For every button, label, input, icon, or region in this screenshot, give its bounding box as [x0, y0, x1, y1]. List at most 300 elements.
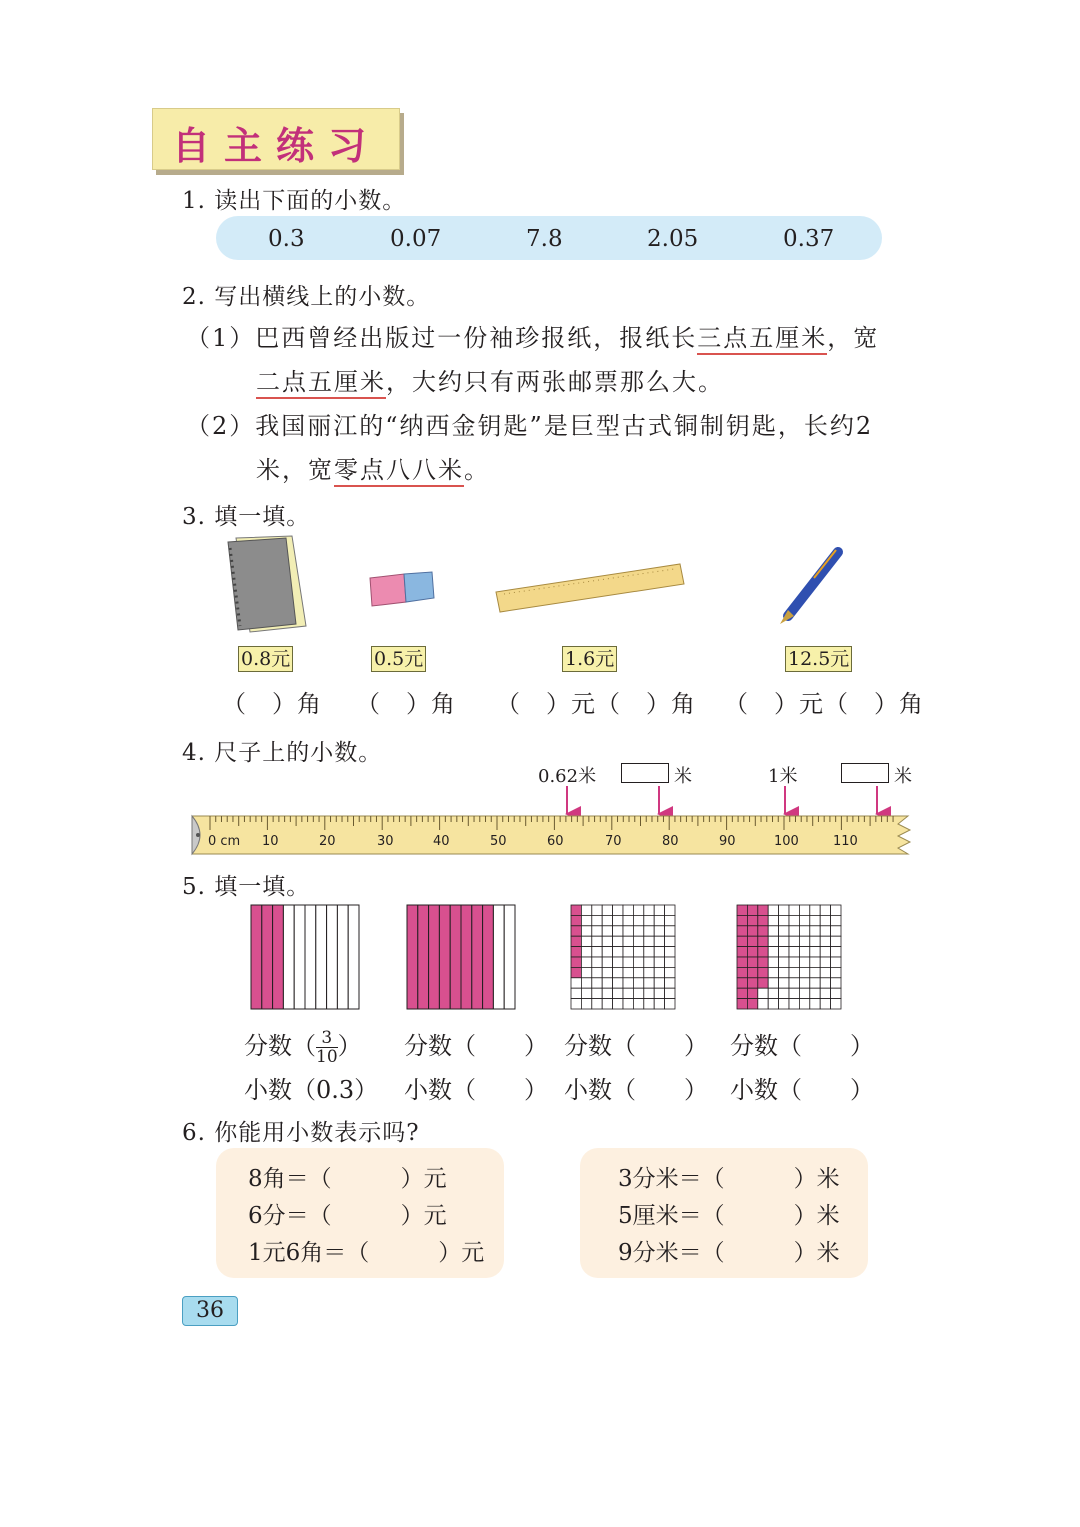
grid-cell: [581, 967, 591, 977]
grid-cell: [571, 936, 581, 946]
strip-cell: [461, 905, 472, 1009]
grid-cell: [633, 967, 643, 977]
grid-cell: [799, 999, 809, 1009]
strip-cell: [348, 905, 359, 1009]
grid-cell: [602, 926, 612, 936]
grid-cell: [592, 978, 602, 988]
grid-cell: [810, 947, 820, 957]
strip-cell: [504, 905, 515, 1009]
grid-cell: [581, 947, 591, 957]
grid-cell: [581, 978, 591, 988]
grid-cell: [768, 957, 778, 967]
tape-tick-label: 0 cm: [208, 834, 241, 849]
grid-cell: [665, 978, 675, 988]
answer-blank[interactable]: 小数（ ）: [404, 1076, 548, 1104]
grid-cell: [758, 936, 768, 946]
grid-cell: [654, 936, 664, 946]
grid-cell: [602, 999, 612, 1009]
grid-cell: [644, 957, 654, 967]
q2-underlined-phrase: 零点八八米: [334, 456, 464, 487]
q2-prompt: 2. 写出横线上的小数。: [182, 284, 431, 310]
grid-cell: [779, 978, 789, 988]
grid-cell: [592, 905, 602, 915]
grid-cell: [779, 936, 789, 946]
grid-cell: [581, 926, 591, 936]
grid-cell: [768, 926, 778, 936]
tape-tick-label: 80: [662, 834, 679, 849]
grid-cell: [747, 999, 757, 1009]
grid-cell: [820, 915, 830, 925]
grid-cell: [737, 915, 747, 925]
grid-cell: [831, 967, 841, 977]
grid-cell: [747, 967, 757, 977]
grid-cell: [581, 936, 591, 946]
grid-cell: [789, 988, 799, 998]
grid-cell: [654, 926, 664, 936]
grid-cell: [623, 947, 633, 957]
grid-cell: [810, 967, 820, 977]
grid-cell: [665, 999, 675, 1009]
grid-cell: [665, 947, 675, 957]
grid-cell: [665, 926, 675, 936]
decimal-value: 0.3: [316, 1076, 355, 1104]
fraction-value: [316, 1029, 338, 1066]
strip-cell: [251, 905, 262, 1009]
grid-cell: [737, 957, 747, 967]
grid-cell: [799, 978, 809, 988]
grid-cell: [654, 978, 664, 988]
strip-cell: [273, 905, 284, 1009]
grid-cell: [747, 915, 757, 925]
grid-cell: [747, 936, 757, 946]
strip-cell: [483, 905, 494, 1009]
grid-cell: [571, 915, 581, 925]
grid-cell: [571, 947, 581, 957]
grid-cell: [789, 947, 799, 957]
fraction-row: 分数（ $\frac{3}{10}$ ）: [244, 1028, 362, 1067]
grid-cell: [768, 905, 778, 915]
grid-cell: [644, 988, 654, 998]
grid-cell: [665, 936, 675, 946]
price-tag: 12.5元: [785, 646, 852, 672]
strip-cell: [283, 905, 294, 1009]
grid-cell: [623, 905, 633, 915]
conversion-blank[interactable]: 3分米＝（ ）米: [618, 1166, 840, 1192]
grid-cell: [831, 915, 841, 925]
grid-cell: [602, 957, 612, 967]
grid-cell: [758, 978, 768, 988]
tape-tick-label: 90: [719, 834, 736, 849]
ruler-unit: 米: [674, 766, 692, 787]
grid-cell: [613, 999, 623, 1009]
grid-cell: [571, 905, 581, 915]
grid-cell: [799, 905, 809, 915]
grid-cell: [581, 957, 591, 967]
grid-cell: [820, 967, 830, 977]
grid-cell: [758, 926, 768, 936]
fraction-label: 分数: [564, 1032, 612, 1060]
grid-cell: [613, 905, 623, 915]
grid-cell: [831, 988, 841, 998]
grid-cell: [789, 967, 799, 977]
tape-tick-label: 60: [547, 834, 564, 849]
strip-cell: [493, 905, 504, 1009]
grid-cell: [737, 936, 747, 946]
hundred-grid: [570, 904, 676, 1010]
page-number: 36: [182, 1296, 238, 1326]
grid-cell: [820, 978, 830, 988]
grid-cell: [613, 947, 623, 957]
strip-cell: [472, 905, 483, 1009]
grid-cell: [831, 957, 841, 967]
strip-cell: [429, 905, 440, 1009]
strip-cell: [262, 905, 273, 1009]
grid-cell: [820, 957, 830, 967]
grid-cell: [644, 967, 654, 977]
grid-cell: [613, 957, 623, 967]
grid-cell: [779, 926, 789, 936]
q1-prompt: 1. 读出下面的小数。: [182, 188, 407, 214]
tape-tick-label: 40: [433, 834, 450, 849]
ruler-unit: 米: [894, 766, 912, 787]
grid-cell: [758, 905, 768, 915]
answer-blank[interactable]: （ ）元（ ）角: [496, 690, 696, 718]
grid-cell: [779, 915, 789, 925]
q2-part1-line2: [256, 362, 724, 397]
grid-cell: [779, 988, 789, 998]
grid-cell: [633, 988, 643, 998]
grid-cell: [665, 988, 675, 998]
q4-prompt: 4. 尺子上的小数。: [182, 740, 383, 766]
answer-blank[interactable]: 分数（ ）: [564, 1032, 708, 1060]
decimal-row: 小数（0.3）: [244, 1076, 379, 1104]
answer-blank[interactable]: 分数（ ）: [404, 1032, 548, 1060]
grid-cell: [789, 936, 799, 946]
hundred-grid: [736, 904, 842, 1010]
ruler-icon: [494, 560, 686, 616]
grid-cell: [633, 999, 643, 1009]
grid-cell: [789, 999, 799, 1009]
strip-cell: [418, 905, 429, 1009]
conversion-blank[interactable]: 8角＝（ ）元: [248, 1166, 447, 1192]
grid-cell: [831, 978, 841, 988]
grid-cell: [768, 915, 778, 925]
tape-tick-label: 50: [490, 834, 507, 849]
grid-cell: [644, 947, 654, 957]
grid-cell: [820, 947, 830, 957]
grid-cell: [810, 915, 820, 925]
q1-number: 2.05: [647, 226, 699, 252]
grid-cell: [810, 988, 820, 998]
fraction-numerator: 3: [316, 1029, 338, 1048]
grid-cell: [623, 999, 633, 1009]
grid-cell: [654, 947, 664, 957]
grid-cell: [633, 926, 643, 936]
grid-cell: [581, 999, 591, 1009]
grid-cell: [644, 926, 654, 936]
grid-cell: [644, 905, 654, 915]
grid-cell: [654, 999, 664, 1009]
grid-cell: [602, 967, 612, 977]
grid-cell: [737, 947, 747, 957]
q2-underlined-phrase: 二点五厘米: [256, 368, 386, 399]
q1-number: 7.8: [526, 226, 563, 252]
q2-part1-label: （1）: [186, 324, 256, 352]
grid-cell: [581, 905, 591, 915]
grid-cell: [633, 978, 643, 988]
grid-cell: [789, 905, 799, 915]
conversion-blank[interactable]: 6分＝（ ）元: [248, 1203, 447, 1229]
grid-cell: [571, 957, 581, 967]
grid-cell: [747, 926, 757, 936]
answer-blank[interactable]: （ ）角: [222, 690, 322, 718]
ruler-label: 1米: [768, 766, 798, 787]
grid-cell: [747, 978, 757, 988]
grid-cell: [602, 978, 612, 988]
grid-cell: [747, 988, 757, 998]
grid-cell: [665, 915, 675, 925]
q2-part1-text-b: ，宽: [827, 324, 880, 352]
grid-cell: [810, 978, 820, 988]
grid-cell: [571, 926, 581, 936]
grid-cell: [602, 905, 612, 915]
tape-tick-label: 70: [605, 834, 622, 849]
decimal-label: 小数: [404, 1076, 452, 1104]
grid-cell: [623, 936, 633, 946]
fraction-denominator: 10: [316, 1047, 338, 1067]
grid-cell: [592, 926, 602, 936]
conversion-blank[interactable]: 9分米＝（ ）米: [618, 1240, 840, 1266]
grid-cell: [592, 947, 602, 957]
grid-cell: [758, 947, 768, 957]
strip-cell: [316, 905, 327, 1009]
grid-cell: [654, 957, 664, 967]
ruler-label: 0.62米: [538, 766, 597, 787]
grid-cell: [737, 988, 747, 998]
grid-cell: [592, 999, 602, 1009]
grid-cell: [820, 905, 830, 915]
grid-cell: [737, 926, 747, 936]
grid-cell: [799, 915, 809, 925]
grid-cell: [779, 947, 789, 957]
grid-cell: [592, 915, 602, 925]
grid-cell: [758, 967, 768, 977]
grid-cell: [602, 947, 612, 957]
q6-prompt: 6. 你能用小数表示吗?: [182, 1120, 420, 1146]
grid-cell: [592, 936, 602, 946]
grid-cell: [810, 905, 820, 915]
grid-cell: [820, 926, 830, 936]
grid-cell: [602, 936, 612, 946]
grid-cell: [633, 947, 643, 957]
tape-tick-label: 30: [377, 834, 394, 849]
grid-cell: [768, 988, 778, 998]
q2-part2-text-b: 米，宽: [256, 456, 334, 484]
grid-cell: [758, 988, 768, 998]
strip-cell: [294, 905, 305, 1009]
grid-cell: [633, 957, 643, 967]
grid-cell: [768, 967, 778, 977]
grid-cell: [779, 967, 789, 977]
answer-blank[interactable]: 小数（ ）: [564, 1076, 708, 1104]
q2-part1-text-a: 巴西曾经出版过一份袖珍报纸，报纸长: [255, 324, 698, 352]
grid-cell: [665, 967, 675, 977]
grid-cell: [831, 947, 841, 957]
fraction-label: 分数: [730, 1032, 778, 1060]
grid-cell: [799, 957, 809, 967]
q2-underlined-phrase: 三点五厘米: [697, 324, 827, 355]
grid-cell: [779, 957, 789, 967]
grid-cell: [737, 905, 747, 915]
tape-tick-label: 10: [262, 834, 279, 849]
strip-cell: [337, 905, 348, 1009]
grid-cell: [613, 915, 623, 925]
q2-part1-line1: [186, 318, 879, 353]
decimal-label: 小数: [564, 1076, 612, 1104]
pen-icon: [774, 544, 848, 626]
strip-cell: [439, 905, 450, 1009]
grid-cell: [789, 926, 799, 936]
grid-cell: [799, 947, 809, 957]
grid-cell: [571, 988, 581, 998]
q2-part2-label: （2）: [186, 412, 256, 440]
grid-cell: [737, 967, 747, 977]
section-title-box: [152, 108, 400, 170]
grid-cell: [810, 936, 820, 946]
answer-blank[interactable]: 小数（ ）: [730, 1076, 874, 1104]
grid-cell: [644, 936, 654, 946]
price-tag: 0.8元: [238, 646, 293, 672]
grid-cell: [779, 999, 789, 1009]
grid-cell: [665, 905, 675, 915]
grid-cell: [602, 915, 612, 925]
grid-cell: [633, 905, 643, 915]
answer-blank[interactable]: （ ）元（ ）角: [724, 690, 924, 718]
grid-cell: [810, 926, 820, 936]
decimal-label: 小数: [730, 1076, 778, 1104]
q2-part2-text-c: 。: [464, 456, 490, 484]
strip-diagram: [250, 904, 362, 1010]
q1-number: 0.3: [268, 226, 305, 252]
decimal-label: 小数: [244, 1076, 292, 1104]
grid-cell: [581, 915, 591, 925]
grid-cell: [758, 957, 768, 967]
q5-prompt: 5. 填一填。: [182, 874, 311, 900]
q1-number: 0.07: [390, 226, 442, 252]
grid-cell: [737, 999, 747, 1009]
grid-cell: [613, 926, 623, 936]
grid-cell: [623, 988, 633, 998]
tape-tick-label: 100: [774, 834, 799, 849]
grid-cell: [779, 905, 789, 915]
grid-cell: [799, 926, 809, 936]
grid-cell: [592, 988, 602, 998]
q2-part2-line2: [256, 450, 490, 485]
grid-cell: [613, 967, 623, 977]
notebook-icon: [220, 534, 310, 636]
grid-cell: [768, 947, 778, 957]
grid-cell: [644, 978, 654, 988]
answer-blank[interactable]: 分数（ ）: [730, 1032, 874, 1060]
grid-cell: [820, 936, 830, 946]
grid-cell: [654, 905, 664, 915]
price-tag: 1.6元: [562, 646, 617, 672]
grid-cell: [768, 999, 778, 1009]
strip-cell: [450, 905, 461, 1009]
grid-cell: [820, 999, 830, 1009]
q3-prompt: 3. 填一填。: [182, 504, 311, 530]
grid-cell: [747, 957, 757, 967]
answer-blank[interactable]: （ ）角: [356, 690, 456, 718]
grid-cell: [831, 999, 841, 1009]
grid-cell: [768, 978, 778, 988]
grid-cell: [789, 915, 799, 925]
strip-cell: [327, 905, 338, 1009]
grid-cell: [613, 978, 623, 988]
fraction-label: 分数: [404, 1032, 452, 1060]
grid-cell: [613, 936, 623, 946]
grid-cell: [592, 967, 602, 977]
grid-cell: [820, 988, 830, 998]
grid-cell: [747, 947, 757, 957]
grid-cell: [665, 957, 675, 967]
grid-cell: [613, 988, 623, 998]
grid-cell: [758, 915, 768, 925]
grid-cell: [623, 967, 633, 977]
conversion-blank[interactable]: 5厘米＝（ ）米: [618, 1203, 840, 1229]
tape-tick-label: 20: [319, 834, 336, 849]
q2-part2-line1: [186, 406, 873, 441]
grid-cell: [633, 936, 643, 946]
grid-cell: [644, 915, 654, 925]
grid-cell: [623, 926, 633, 936]
strip-cell: [407, 905, 418, 1009]
grid-cell: [737, 978, 747, 988]
price-tag: 0.5元: [371, 646, 426, 672]
grid-cell: [810, 999, 820, 1009]
grid-cell: [747, 905, 757, 915]
grid-cell: [831, 926, 841, 936]
grid-cell: [799, 988, 809, 998]
strip-cell: [305, 905, 316, 1009]
grid-cell: [768, 936, 778, 946]
grid-cell: [633, 915, 643, 925]
grid-cell: [654, 915, 664, 925]
grid-cell: [758, 999, 768, 1009]
q1-number: 0.37: [783, 226, 835, 252]
conversion-blank[interactable]: 1元6角＝（ ）元: [248, 1240, 485, 1266]
section-title: 自主练习: [171, 124, 380, 168]
grid-cell: [592, 957, 602, 967]
grid-cell: [571, 978, 581, 988]
grid-cell: [644, 999, 654, 1009]
grid-cell: [602, 988, 612, 998]
tape-tick-label: 110: [833, 834, 858, 849]
grid-cell: [654, 967, 664, 977]
grid-cell: [623, 978, 633, 988]
strip-diagram: [406, 904, 518, 1010]
grid-cell: [623, 957, 633, 967]
grid-cell: [571, 999, 581, 1009]
grid-cell: [571, 967, 581, 977]
grid-cell: [789, 978, 799, 988]
grid-cell: [799, 936, 809, 946]
grid-cell: [831, 905, 841, 915]
grid-cell: [831, 936, 841, 946]
grid-cell: [789, 957, 799, 967]
q2-part1-text-c: ，大约只有两张邮票那么大。: [386, 368, 724, 396]
q2-part2-text-a: 我国丽江的“纳西金钥匙”是巨型古式铜制钥匙，长约2: [255, 412, 874, 440]
